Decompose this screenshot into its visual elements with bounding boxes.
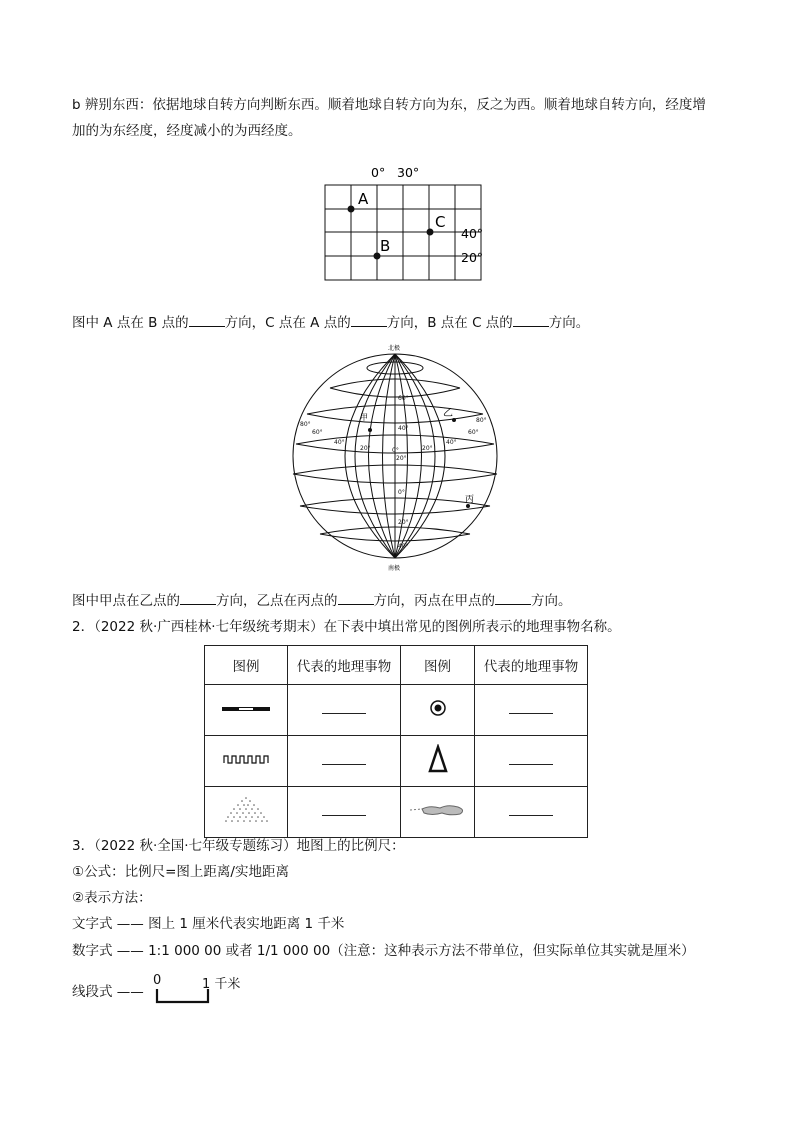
lat-lon-grid-figure	[300, 160, 500, 285]
answer-blank[interactable]	[495, 590, 531, 605]
answer-cell[interactable]	[288, 787, 401, 838]
q-globe-text-2: 方向，乙点在丙点的	[216, 593, 338, 609]
answer-blank[interactable]	[513, 312, 549, 327]
header-legend: 图例	[205, 646, 288, 685]
answer-blank[interactable]	[351, 312, 387, 327]
mountain-peak-symbol-icon	[401, 736, 475, 787]
great-wall-symbol-icon	[205, 736, 288, 787]
header-feature: 代表的地理事物	[288, 646, 401, 685]
q-globe-text-1: 图中甲点在乙点的	[72, 593, 180, 609]
scale-one-km-label: 1 千米	[202, 977, 241, 992]
lon-label-30: 30°	[397, 165, 420, 180]
question-2-title: 2．（2022 秋·广西桂林·七年级统考期末）在下表中填出常见的图例所表示的地理事物名称。	[72, 619, 621, 635]
point-a-dot	[348, 206, 355, 213]
q-globe-line	[72, 590, 572, 611]
point-c-label: C	[435, 213, 446, 231]
desert-symbol-icon	[205, 787, 288, 838]
answer-blank[interactable]	[180, 590, 216, 605]
lon-label: 80°	[476, 417, 487, 424]
q3-text-form: 文字式 —— 图上 1 厘米代表实地距离 1 千米	[72, 916, 345, 932]
q3-formula: ①公式：比例尺=图上距离/实地距离	[72, 864, 289, 880]
lat-label-40: 40°	[461, 226, 484, 241]
lon-label-0: 0°	[371, 165, 386, 180]
answer-cell[interactable]	[475, 685, 588, 736]
lat-label: 20°	[396, 455, 407, 462]
answer-cell[interactable]	[475, 787, 588, 838]
q-globe-text-4: 方向。	[531, 593, 572, 609]
point-jia-label: 甲	[360, 413, 368, 422]
q-grid-line	[72, 312, 589, 333]
q3-number-form: 数字式 —— 1:1 000 00 或者 1/1 000 00（注意：这种表示方法不带单位，但实际单位其实就是厘米）	[72, 943, 695, 959]
header-feature: 代表的地理事物	[475, 646, 588, 685]
q-grid-text-1: 图中 A 点在 B 点的	[72, 315, 189, 331]
lon-label: 60°	[312, 429, 323, 436]
lat-label: 20°	[398, 519, 409, 526]
legend-table	[204, 645, 588, 838]
para-b-line1: b 辨别东西：依据地球自转方向判断东西。顺着地球自转方向为东，反之为西。顺着地球自转方向，经度增	[72, 97, 706, 113]
lake-symbol-icon	[401, 787, 475, 838]
answer-cell[interactable]	[288, 736, 401, 787]
q-grid-text-4: 方向。	[548, 315, 590, 331]
lon-label: 60°	[468, 429, 479, 436]
railway-symbol-icon	[205, 685, 288, 736]
point-b-label: B	[380, 237, 391, 255]
q-grid-text-2: 方向，C 点在 A 点的	[224, 315, 351, 331]
para-b-line2: 加的为东经度，经度减小的为西经度。	[72, 123, 302, 139]
lat-label: 40°	[398, 543, 409, 550]
answer-cell[interactable]	[475, 736, 588, 787]
q3-methods: ②表示方法：	[72, 890, 152, 906]
capital-city-symbol-icon	[401, 685, 475, 736]
lat-label: 40°	[398, 425, 409, 432]
lon-label: 80°	[300, 421, 311, 428]
q-globe-text-3: 方向，丙点在甲点的	[373, 593, 495, 609]
globe-svg	[290, 340, 500, 572]
lat-label-20: 20°	[461, 250, 484, 265]
lon-label: 0°	[392, 447, 399, 454]
south-pole-label: 南极	[388, 565, 401, 572]
q3-line-form: 线段式 ——	[72, 984, 144, 1000]
lon-label: 40°	[334, 439, 345, 446]
question-3-title: 3．（2022 秋·全国·七年级专题练习）地图上的比例尺：	[72, 838, 405, 854]
north-pole-label: 北极	[388, 345, 401, 352]
point-a-label: A	[358, 190, 369, 208]
point-jia-dot	[368, 428, 372, 432]
header-legend: 图例	[401, 646, 475, 685]
lon-label: 20°	[360, 445, 371, 452]
lat-label: 0°	[398, 489, 405, 496]
lat-label: 60°	[398, 395, 409, 402]
lon-label: 40°	[446, 439, 457, 446]
point-yi-label: 乙	[443, 408, 453, 419]
scale-zero-label: 0	[153, 973, 162, 988]
globe-figure	[290, 340, 500, 572]
point-bing-label: 丙	[465, 495, 475, 505]
answer-cell[interactable]	[288, 685, 401, 736]
grid-svg	[300, 160, 500, 285]
answer-blank[interactable]	[338, 590, 374, 605]
q-grid-text-3: 方向，B 点在 C 点的	[386, 315, 513, 331]
point-c-dot	[427, 229, 434, 236]
answer-blank[interactable]	[189, 312, 225, 327]
line-scale	[150, 975, 260, 1007]
lon-label: 20°	[422, 445, 433, 452]
